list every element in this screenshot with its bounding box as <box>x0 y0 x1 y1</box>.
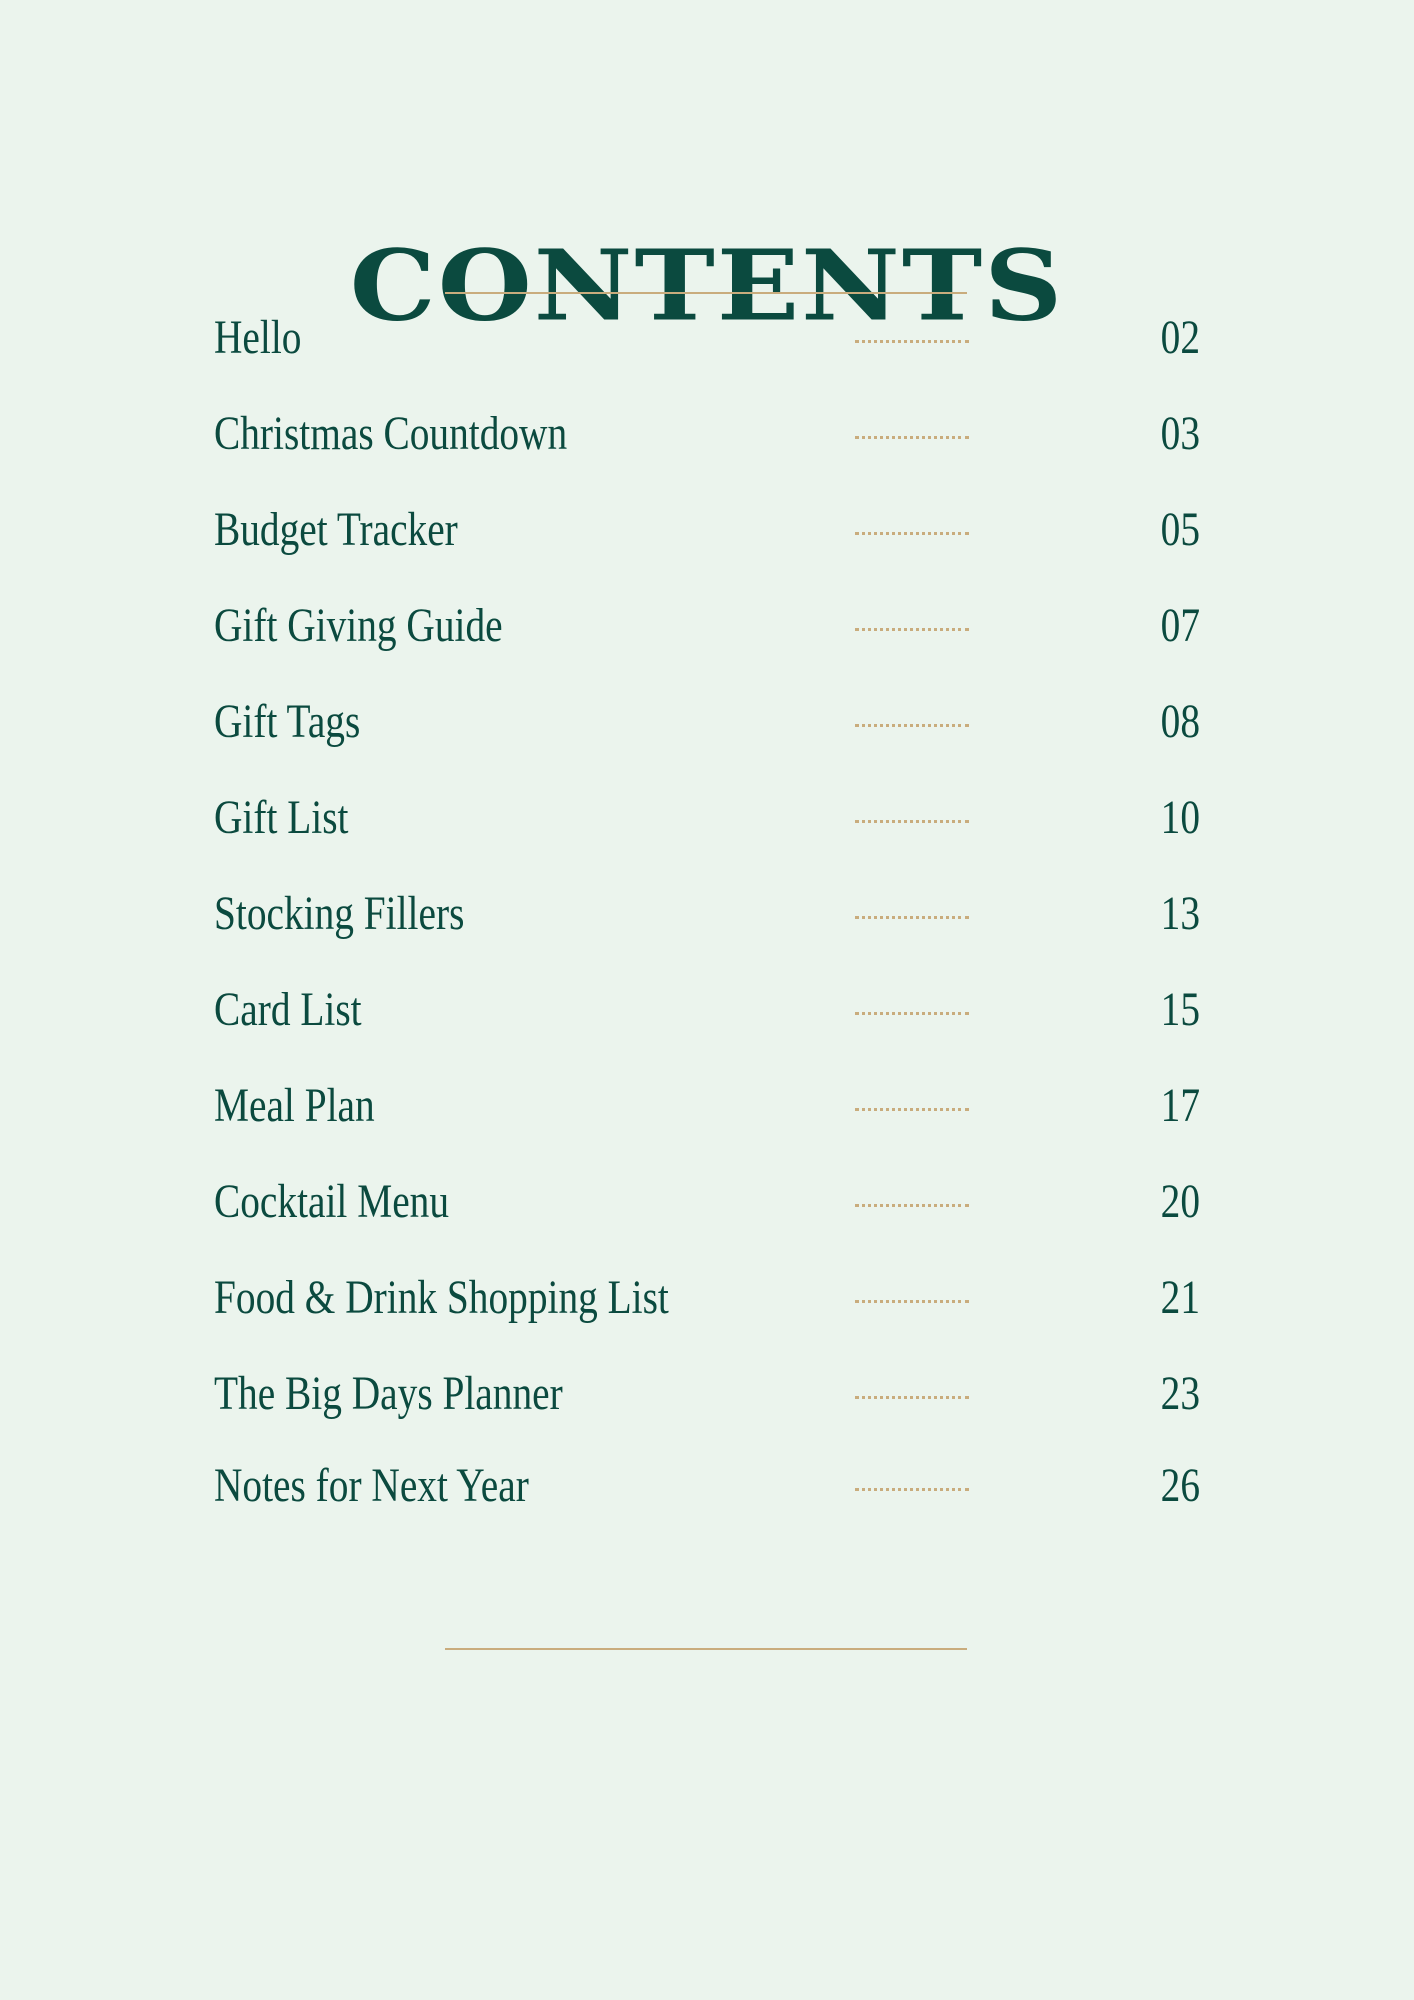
toc-entry-page: 21 <box>1160 1271 1200 1324</box>
toc-entry-title: Card List <box>214 983 362 1036</box>
toc-entry-page: 08 <box>1160 695 1200 748</box>
toc-entry-title: Meal Plan <box>214 1079 375 1132</box>
toc-entry-gift-tags[interactable] <box>0 684 1414 748</box>
dotted-leader <box>855 340 969 343</box>
toc-entry-title: The Big Days Planner <box>214 1367 563 1420</box>
bottom-divider <box>445 1648 967 1650</box>
toc-entry-title: Food & Drink Shopping List <box>214 1271 669 1324</box>
toc-entry-page: 03 <box>1160 407 1200 460</box>
toc-entry-big-days-planner[interactable] <box>0 1356 1414 1420</box>
toc-entry-page: 23 <box>1160 1367 1200 1420</box>
toc-entry-cocktail-menu[interactable] <box>0 1164 1414 1228</box>
dotted-leader <box>855 532 969 535</box>
toc-entry-title: Christmas Countdown <box>214 407 568 460</box>
toc-entry-page: 26 <box>1160 1459 1200 1512</box>
toc-entry-title: Cocktail Menu <box>214 1175 450 1228</box>
toc-entry-page: 17 <box>1160 1079 1200 1132</box>
toc-entry-page: 13 <box>1160 887 1200 940</box>
toc-entry-card-list[interactable] <box>0 972 1414 1036</box>
toc-entry-page: 15 <box>1160 983 1200 1036</box>
toc-entry-title: Gift List <box>214 791 349 844</box>
toc-entry-food-drink-shopping-list[interactable] <box>0 1260 1414 1324</box>
toc-entry-page: 10 <box>1160 791 1200 844</box>
toc-entry-hello[interactable] <box>0 300 1414 364</box>
top-divider <box>445 292 967 294</box>
dotted-leader <box>855 724 969 727</box>
toc-entry-page: 20 <box>1160 1175 1200 1228</box>
dotted-leader <box>855 1108 969 1111</box>
toc-entry-budget-tracker[interactable] <box>0 492 1414 556</box>
toc-entry-title: Hello <box>214 311 302 364</box>
toc-entry-meal-plan[interactable] <box>0 1068 1414 1132</box>
dotted-leader <box>855 1204 969 1207</box>
dotted-leader <box>855 1012 969 1015</box>
toc-entry-title: Gift Giving Guide <box>214 599 503 652</box>
dotted-leader <box>855 1488 969 1491</box>
dotted-leader <box>855 628 969 631</box>
toc-entry-christmas-countdown[interactable] <box>0 396 1414 460</box>
dotted-leader <box>855 916 969 919</box>
dotted-leader <box>855 820 969 823</box>
dotted-leader <box>855 436 969 439</box>
toc-entry-page: 02 <box>1160 311 1200 364</box>
toc-entry-page: 07 <box>1160 599 1200 652</box>
toc-entry-title: Gift Tags <box>214 695 361 748</box>
toc-entry-gift-giving-guide[interactable] <box>0 588 1414 652</box>
toc-entry-title: Budget Tracker <box>214 503 458 556</box>
toc-entry-page: 05 <box>1160 503 1200 556</box>
toc-entry-title: Notes for Next Year <box>214 1459 529 1512</box>
toc-entry-title: Stocking Fillers <box>214 887 465 940</box>
toc-entry-stocking-fillers[interactable] <box>0 876 1414 940</box>
page-title: CONTENTS <box>349 229 1065 344</box>
toc-entry-gift-list[interactable] <box>0 780 1414 844</box>
dotted-leader <box>855 1396 969 1399</box>
dotted-leader <box>855 1300 969 1303</box>
toc-entry-notes-next-year[interactable] <box>0 1448 1414 1512</box>
